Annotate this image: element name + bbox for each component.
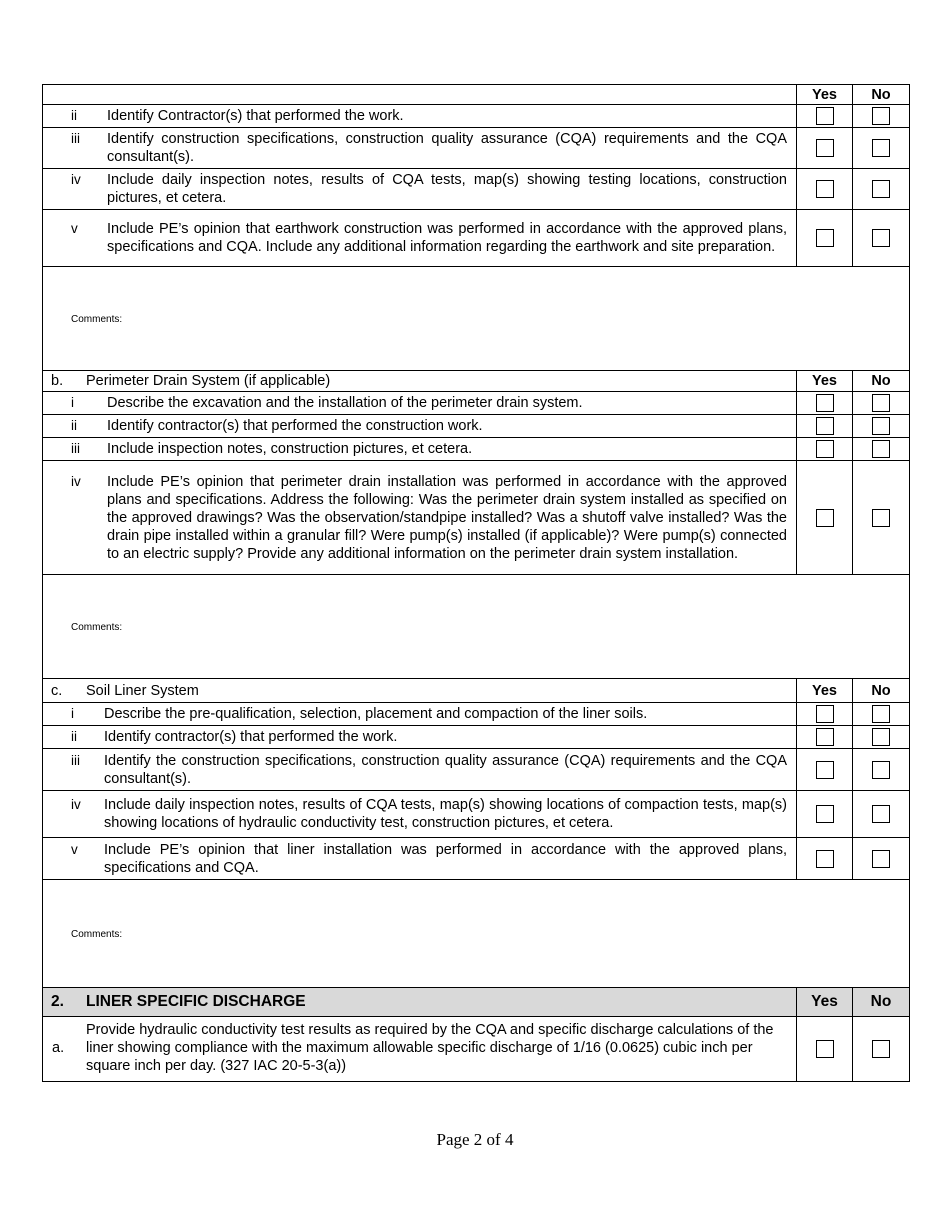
yes-header: Yes	[797, 85, 853, 105]
yes-checkbox[interactable]	[816, 394, 834, 412]
item-number: iii	[71, 441, 80, 456]
item-number: a.	[52, 1040, 65, 1056]
yes-checkbox[interactable]	[816, 440, 834, 458]
yes-checkbox[interactable]	[816, 761, 834, 779]
no-checkbox[interactable]	[872, 850, 890, 868]
yes-checkbox[interactable]	[816, 509, 834, 527]
item-number: v	[71, 221, 78, 236]
no-checkbox[interactable]	[872, 705, 890, 723]
item-text: Include inspection notes, construction pictures, et cetera.	[107, 441, 473, 457]
no-checkbox[interactable]	[872, 1040, 890, 1058]
section-c-header-row	[43, 679, 910, 703]
section-title: Perimeter Drain System (if applicable)	[86, 373, 331, 389]
item-text: Describe the excavation and the installation of the perimeter drain system.	[107, 395, 583, 411]
checklist-item-c-i	[43, 703, 910, 726]
section-number: 2.	[51, 993, 64, 1010]
no-header: No	[853, 85, 910, 105]
no-header: No	[853, 988, 910, 1017]
yes-checkbox[interactable]	[816, 805, 834, 823]
item-text: Include daily inspection notes, results of CQA tests, map(s) showing testing locations, construction pictures, et cetera.	[107, 172, 787, 206]
item-number: iv	[71, 473, 81, 489]
item-number: ii	[71, 729, 77, 744]
no-checkbox[interactable]	[872, 440, 890, 458]
no-checkbox[interactable]	[872, 728, 890, 746]
checklist-item-a-v	[43, 210, 910, 267]
comments-label: Comments:	[71, 314, 123, 325]
section-title: Soil Liner System	[86, 682, 199, 699]
item-text: Identify contractor(s) that performed the work.	[104, 729, 398, 745]
section-letter: c.	[51, 682, 63, 699]
yes-checkbox[interactable]	[816, 139, 834, 157]
yes-checkbox[interactable]	[816, 107, 834, 125]
yes-header: Yes	[797, 679, 853, 703]
item-number: iii	[71, 752, 80, 768]
yes-checkbox[interactable]	[816, 417, 834, 435]
item-text: Include PE’s opinion that liner installation was performed in accordance with the approved plans, specifications and CQA.	[104, 841, 787, 876]
checklist-item-c-iv	[43, 791, 910, 838]
item-number: i	[71, 706, 74, 721]
yes-checkbox[interactable]	[816, 180, 834, 198]
checklist-item-c-ii	[43, 726, 910, 749]
item-text: Identify the construction specifications, construction quality assurance (CQA) requirements and the CQA consultant(s).	[104, 752, 787, 787]
page-number: Page 2 of 4	[436, 1130, 514, 1149]
yes-header: Yes	[797, 371, 853, 392]
item-text: Identify Contractor(s) that performed the work.	[107, 108, 404, 124]
no-checkbox[interactable]	[872, 805, 890, 823]
yes-header: Yes	[797, 988, 853, 1017]
checklist-item-b-iii	[43, 438, 910, 461]
checklist-item-c-iii	[43, 749, 910, 791]
no-header: No	[853, 679, 910, 703]
comments-label: Comments:	[71, 622, 123, 633]
section-title: LINER SPECIFIC DISCHARGE	[86, 993, 306, 1010]
item-number: v	[71, 841, 78, 857]
item-number: iv	[71, 172, 81, 187]
no-checkbox[interactable]	[872, 229, 890, 247]
no-header: No	[853, 371, 910, 392]
item-text: Describe the pre-qualification, selection, placement and compaction of the liner soils.	[104, 706, 648, 722]
checklist-item-c-v	[43, 838, 910, 880]
section-a-comments[interactable]	[43, 267, 910, 371]
item-text: Identify construction specifications, construction quality assurance (CQA) requirements and the CQA consultant(s).	[107, 131, 787, 165]
checklist-item-a-ii	[43, 105, 910, 128]
yes-checkbox[interactable]	[816, 728, 834, 746]
section-b-header-row	[43, 371, 910, 392]
item-number: ii	[71, 108, 77, 123]
section-a-header-row	[43, 85, 910, 105]
section-2-header-row	[43, 988, 910, 1017]
no-checkbox[interactable]	[872, 394, 890, 412]
checklist-item-b-i	[43, 392, 910, 415]
item-number: iii	[71, 131, 80, 146]
yes-checkbox[interactable]	[816, 229, 834, 247]
checklist-item-b-iv	[43, 461, 910, 575]
item-text: Include PE’s opinion that perimeter drain installation was performed in accordance with the approved plans and specifications. Address the following: Was the perimeter drain system installed as specified on the approved drawings? Was the observation/standpipe installed? Was a shutoff valve installed? Was the drain pipe installed within a granular fill? Were pump(s) installed (if applicable)? Were pump(s) connected to an electric supply? Provide any additional information on the perimeter drain system installation.	[107, 473, 787, 562]
item-number: iv	[71, 797, 81, 812]
no-checkbox[interactable]	[872, 107, 890, 125]
item-text: Include PE’s opinion that earthwork construction was performed in accordance with the approved plans, specifications and CQA. Include any additional information regarding the earthwork and site preparation.	[107, 221, 787, 255]
checklist-item-b-ii	[43, 415, 910, 438]
no-checkbox[interactable]	[872, 139, 890, 157]
comments-label: Comments:	[71, 929, 123, 940]
yes-checkbox[interactable]	[816, 705, 834, 723]
item-text: Identify contractor(s) that performed the construction work.	[107, 418, 483, 434]
yes-checkbox[interactable]	[816, 850, 834, 868]
no-checkbox[interactable]	[872, 509, 890, 527]
item-number: i	[71, 395, 74, 410]
no-checkbox[interactable]	[872, 761, 890, 779]
no-checkbox[interactable]	[872, 417, 890, 435]
checklist-item-2-a	[43, 1017, 910, 1082]
checklist-item-a-iii	[43, 128, 910, 169]
item-text: Provide hydraulic conductivity test results as required by the CQA and specific discharge calculations of the liner showing compliance with the maximum allowable specific discharge of 1/16 (0.0625) cubic inch per square inch per day. (327 IAC 20-5-3(a))	[86, 1022, 774, 1074]
section-b-comments[interactable]	[43, 575, 910, 679]
section-letter: b.	[51, 373, 64, 389]
section-c-comments[interactable]	[43, 880, 910, 988]
item-number: ii	[71, 418, 77, 433]
item-text: Include daily inspection notes, results of CQA tests, map(s) showing locations of compaction tests, map(s) showing locations of hydraulic conductivity test, construction pictures, et cetera.	[104, 797, 787, 831]
checklist-table	[42, 84, 910, 1082]
yes-checkbox[interactable]	[816, 1040, 834, 1058]
checklist-item-a-iv	[43, 169, 910, 210]
no-checkbox[interactable]	[872, 180, 890, 198]
